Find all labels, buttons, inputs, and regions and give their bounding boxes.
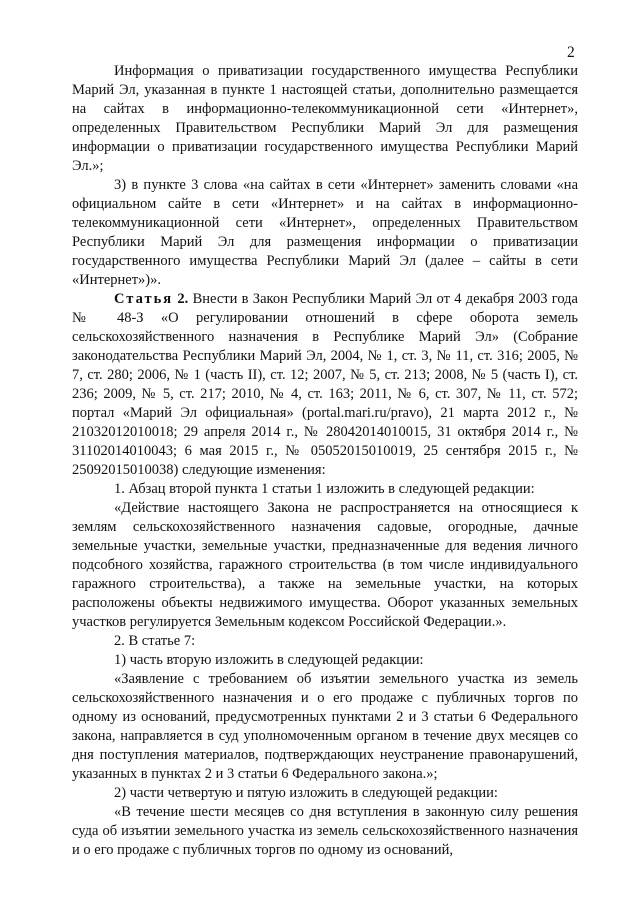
paragraph-article-2	[72, 290, 578, 480]
page-number: 2	[567, 44, 575, 61]
paragraph-quote-six-months: «В течение шести месяцев со дня вступления в законную силу решения суда об изъятии земельного участка из земель сельскохозяйственного назначения и о его продаже с публичных торгов по одному из оснований,	[72, 804, 578, 858]
paragraph-privatization-info: Информация о приватизации государственного имущества Республики Марий Эл, указанная в пункте 1 настоящей статьи, дополнительно размещается на сайтах в информационно-телекоммуникационной сети «Интернет», определенных Правительством Республики Марий Эл для размещения информации о приватизации государственного имущества Республики Марий Эл.»;	[72, 63, 578, 174]
paragraph-item-3: 3) в пункте 3 слова «на сайтах в сети «Интернет» заменить словами «на официальном сайте в сети «Интернет» и на сайтах в информационно-телекоммуникационной сети «Интернет», определенных Правительством Республики Марий Эл для размещения информации о приватизации государственного имущества Республики Марий Эл (далее – сайты в сети «Интернет»)».	[72, 177, 578, 288]
article-number: 2.	[177, 291, 189, 307]
article-text: Внести в Закон Республики Марий Эл от 4 декабря 2003 года № 48-З «О регулировании отношений в сфере оборота земель сельскохозяйственного назначения в Республике Марий Эл» (Собрание законодательства Республики Марий Эл, 2004, № 1, ст. 3, № 11, ст. 316; 2005, № 7, ст. 280; 2006, № 1 (часть II), ст. 12; 2007, № 5, ст. 213; 2008, № 5 (часть I), ст. 236; 2009, № 5, ст. 217; 2010, № 4, ст. 163; 2011, № 6, ст. 307, № 11, ст. 572; портал «Марий Эл официальная» (portal.mari.ru/pravo), 21 марта 2012 г., № 21032012010018; 29 апреля 2014 г., № 28042014010015, 31 октября 2014 г., № 31102014010043; 6 мая 2015 г., № 05052015010019, 25 сентября 2015 г., № 25092015010038) следующие изменения:	[72, 291, 578, 478]
paragraph-point-1: 1. Абзац второй пункта 1 статьи 1 изложить в следующей редакции:	[114, 481, 535, 497]
paragraph-point-2: 2. В статье 7:	[114, 633, 196, 649]
paragraph-quote-scope: «Действие настоящего Закона не распространяется на относящиеся к землям сельскохозяйственного назначения садовые, огородные, дачные земельные участки, земельные участки, предназначенные для ведения личного подсобного хозяйства, гаражного строительства (в том числе индивидуального гаражного строительства), а также на земельные участки, на которых расположены объекты недвижимого имущества. Оборот указанных земельных участков регулируется Земельным кодексом Российской Федерации.».	[72, 500, 578, 630]
paragraph-subpoint-2: 2) части четвертую и пятую изложить в следующей редакции:	[114, 785, 498, 801]
paragraph-quote-claim: «Заявление с требованием об изъятии земельного участка из земель сельскохозяйственного назначения и о его продаже с публичных торгов по одному из оснований, предусмотренных пунктами 2 и 3 статьи 6 Федерального закона, направляется в суд уполномоченным органом в течение двух месяцев со дня поступления материалов, подтверждающих неустранение правонарушений, указанных в пунктах 2 и 3 статьи 6 Федерального закона.»;	[72, 671, 578, 782]
paragraph-subpoint-1: 1) часть вторую изложить в следующей редакции:	[114, 652, 424, 668]
article-label: Статья	[114, 291, 174, 307]
document-body	[72, 62, 578, 860]
